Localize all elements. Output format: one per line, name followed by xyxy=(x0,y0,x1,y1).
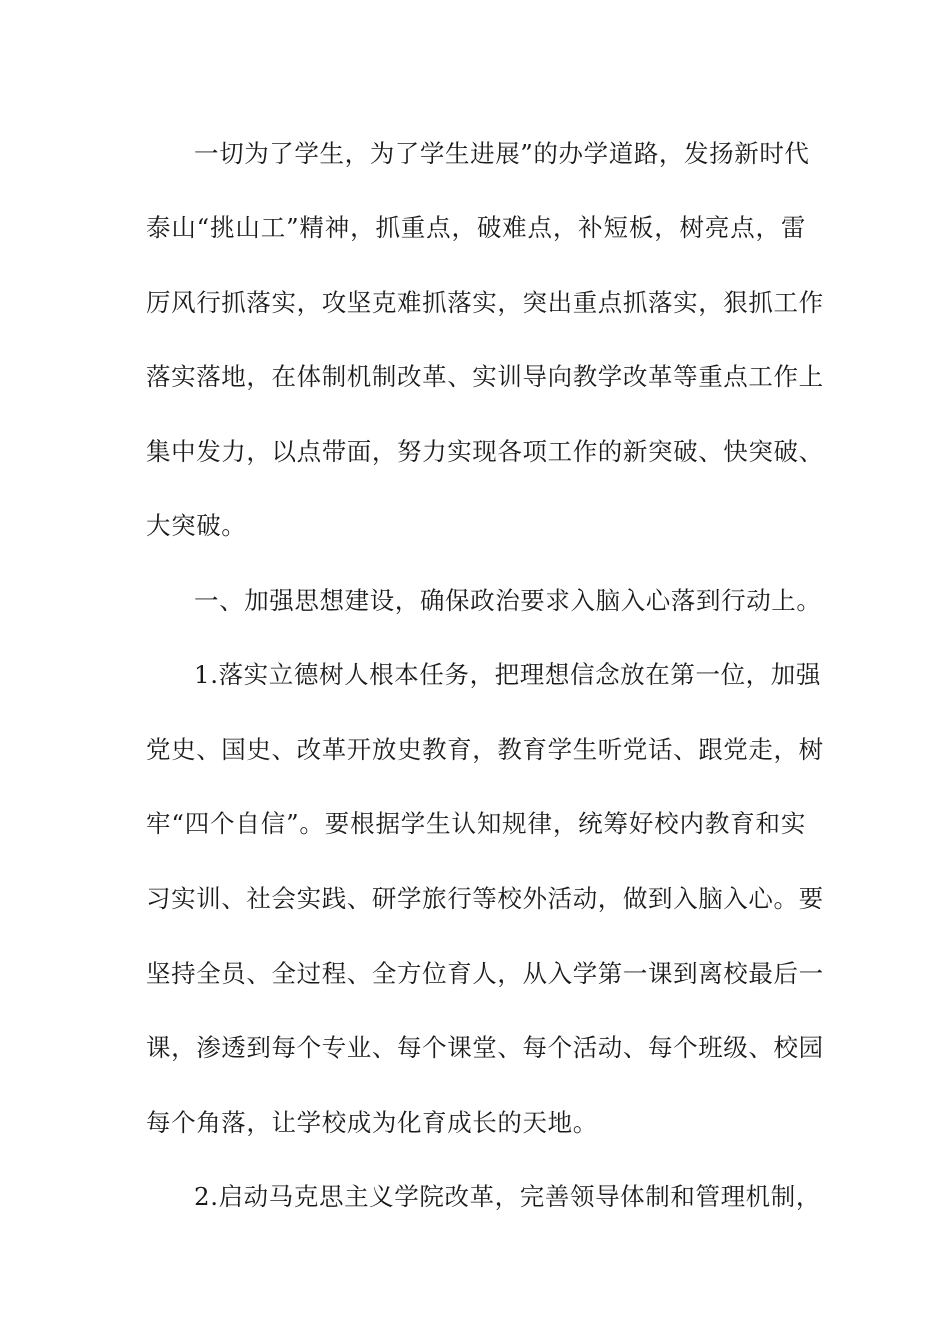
text-line-1: 一切为了学生，为了学生进展”的办学道路，发扬新时代 xyxy=(194,139,810,168)
text-line-4: 落实落地，在体制机制改革、实训导向教学改革等重点工作上 xyxy=(146,362,824,391)
text-line-2: 泰山“挑山工”精神，抓重点，破难点，补短板，树亮点，雷 xyxy=(146,213,806,242)
text-line-6: 大突破。 xyxy=(146,511,247,540)
text-line-12: 坚持全员、全过程、全方位育人，从入学第一课到离校最后一 xyxy=(146,959,824,988)
text-line-11: 习实训、社会实践、研学旅行等校外活动，做到入脑入心。要 xyxy=(146,884,824,913)
text-line-13: 课，渗透到每个专业、每个课堂、每个活动、每个班级、校园 xyxy=(146,1033,824,1062)
text-line-5: 集中发力，以点带面，努力实现各项工作的新突破、快突破、 xyxy=(146,437,824,466)
text-line-9: 党史、国史、改革开放史教育，教育学生听党话、跟党走，树 xyxy=(146,735,824,764)
text-line-3: 厉风行抓落实，攻坚克难抓落实，突出重点抓落实，狠抓工作 xyxy=(146,288,824,317)
text-line-10: 牢“四个自信”。要根据学生认知规律，统筹好校内教育和实 xyxy=(146,809,806,838)
text-line-15: 2.启动马克思主义学院改革，完善领导体制和管理机制， xyxy=(194,1182,821,1211)
text-line-8: 1.落实立德树人根本任务，把理想信念放在第一位，加强 xyxy=(194,660,821,689)
section-heading-1: 一、加强思想建设，确保政治要求入脑入心落到行动上。 xyxy=(194,586,822,615)
text-line-14: 每个角落，让学校成为化育成长的天地。 xyxy=(146,1108,598,1137)
